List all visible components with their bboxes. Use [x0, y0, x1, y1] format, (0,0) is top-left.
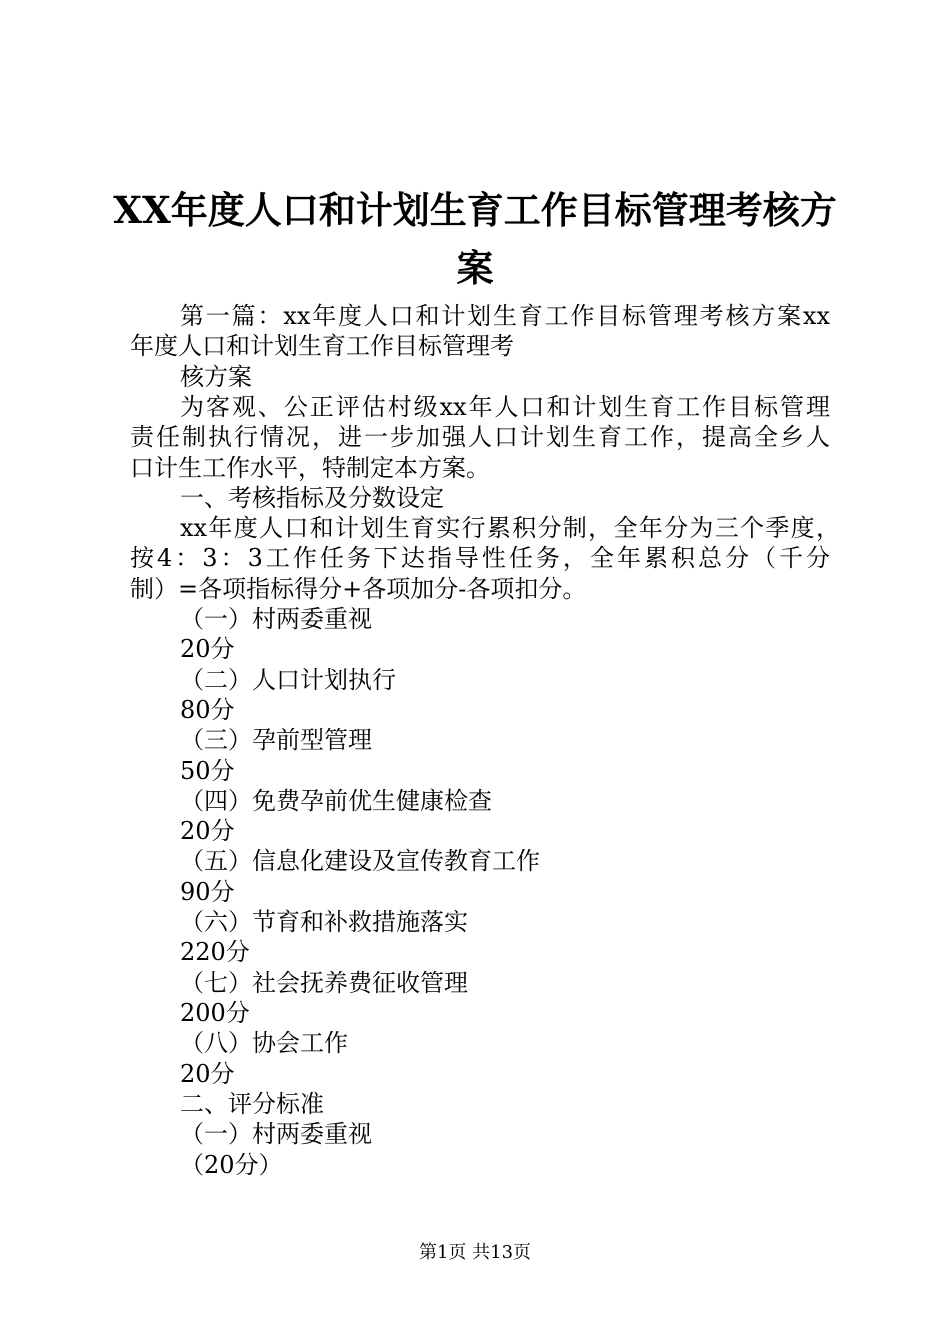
paragraph-line: 制）=各项指标得分+各项加分-各项扣分。 — [130, 575, 587, 603]
section-heading: 二、评分标准 — [180, 1090, 324, 1118]
item-heading: （二）人口计划执行 — [180, 666, 396, 694]
item-heading: （四）免费孕前优生健康检查 — [180, 787, 492, 815]
item-heading: （七）社会抚养费征收管理 — [180, 969, 468, 997]
paragraph-line: 责任制执行情况，进一步加强人口计划生育工作，提高全乡人 — [130, 423, 830, 451]
paragraph-line: 口计生工作水平，特制定本方案。 — [130, 454, 490, 482]
item-heading: （一）村两委重视 — [180, 605, 372, 633]
item-score: 20分 — [180, 1060, 235, 1088]
document-title-line-2: 案 — [456, 246, 494, 290]
item-heading: （八）协会工作 — [180, 1029, 348, 1057]
section-heading: 一、考核指标及分数设定 — [180, 484, 444, 512]
paragraph-line: 按4：3：3工作任务下达指导性任务，全年累积总分（千分 — [130, 544, 830, 572]
paragraph-line: 为客观、公正评估村级xx年人口和计划生育工作目标管理 — [180, 393, 830, 421]
item-heading: （六）节育和补救措施落实 — [180, 908, 468, 936]
item-score: 20分 — [180, 817, 235, 845]
document-title-line-1: XX年度人口和计划生育工作目标管理考核方 — [113, 188, 837, 232]
item-score: 20分 — [180, 635, 235, 663]
page-footer: 第1页 共13页 — [418, 1242, 532, 1263]
item-heading: （五）信息化建设及宣传教育工作 — [180, 847, 540, 875]
item-heading: （一）村两委重视 — [180, 1120, 372, 1148]
item-score: 50分 — [180, 757, 235, 785]
item-score: （20分） — [180, 1151, 283, 1179]
paragraph-line: 年度人口和计划生育工作目标管理考 — [130, 332, 514, 360]
paragraph-line: xx年度人口和计划生育实行累积分制，全年分为三个季度， — [180, 514, 840, 542]
item-score: 200分 — [180, 999, 250, 1027]
item-heading: （三）孕前型管理 — [180, 726, 372, 754]
item-score: 220分 — [180, 938, 250, 966]
paragraph-line: 核方案 — [180, 363, 252, 391]
item-score: 80分 — [180, 696, 235, 724]
item-score: 90分 — [180, 878, 235, 906]
paragraph-line: 第一篇：xx年度人口和计划生育工作目标管理考核方案xx — [180, 302, 830, 330]
